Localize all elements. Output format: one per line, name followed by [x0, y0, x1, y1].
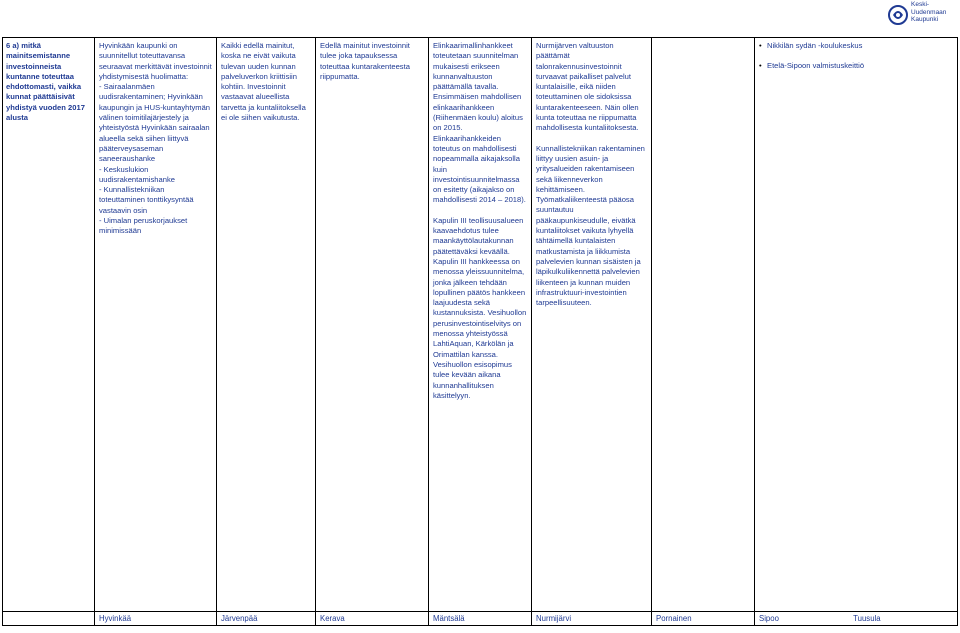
logo-line-2: Uudenmaan — [911, 8, 947, 16]
municipality-header-row — [3, 612, 958, 626]
footer-sipoo: Sipoo — [759, 613, 779, 623]
logo-line-3: Kaupunki — [911, 16, 939, 23]
sipoo-answer-item: • Etelä-Sipoon valmistuskeittiö — [767, 61, 953, 71]
footer-sipoo-tuusula — [755, 612, 958, 626]
nurmijarvi-answer-cell — [532, 38, 652, 612]
jarvenpaa-answer: Kaikki edellä mainitut, koska ne eivät vaikuta tulevan uuden kunnan palveluverkon kriittisiin kohtiin. Investoinnit vastaavat alueellista tarvetta ja kuntaliitoksella ei ole siihen vaikutusta. — [221, 41, 306, 123]
logo-text — [911, 1, 946, 24]
survey-answer-table — [2, 37, 958, 626]
mantsala-answer-paragraph-1: Elinkaarimallinhankkeet toteutetaan suunnitelman mukaisesti erikseen kunnanvaltuuston päättämällä tavalla. Ensimmäisen mahdollisen elinkaarihankkeen (Riihenmäen koulu) aloitus on 2015. Elinkaarihankkeiden toteutus on mahdollisesti nopeammalla aikajaksolla kuin investointisuunnitelmassa on esitetty (aikajakso on mahdollisesti 2014 – 2018). — [433, 41, 526, 205]
sipoo-answer-list — [759, 41, 953, 72]
footer-empty-cell — [3, 612, 95, 626]
question-cell — [3, 38, 95, 612]
keski-uudenmaan-logo-icon — [887, 2, 909, 28]
footer-hyvinkaa: Hyvinkää — [95, 612, 217, 626]
kerava-answer-cell — [316, 38, 429, 612]
footer-jarvenpaa: Järvenpää — [217, 612, 316, 626]
nurmijarvi-answer-paragraph-2: Kunnallistekniikan rakentaminen liittyy uusien asuin- ja yritysalueiden rakentamiseen sekä liikenneverkon kehittämiseen. Työmatkaliikenteestä pääosa suuntautuu pääkaupunkiseudulle, eivätkä kuntaliitokset vaikuta lyhyellä tähtäimellä kuntalaisten matkustamista ja liikkumista palvelevien kunnan sisäisten ja läpikulkuliikennettä palvelevien liikenteen ja kunnan muiden infrastruktuuri-investointien tarpeellisuuteen. — [536, 143, 645, 308]
logo — [885, 0, 960, 32]
logo-line-1: Keski- — [911, 1, 930, 8]
pornainen-answer-cell — [652, 38, 755, 612]
mantsala-answer-paragraph-2: Kapulin III teollisuusalueen kaavaehdotus tulee maankäyttölautakunnan päätettäväksi keväällä. Kapulin III hankkeessa on menossa yleissuunnitelma, jonka jälkeen tehdään lopullinen päätös hankkeen laajuudesta sekä kustannuksista. Vesihuollon perusinvestointiselvitys on menossa yhteistyössä LahtiAquan, Kärkölän ja Orimattilan kanssa. Vesihuollon esisopimus tulee kevään aikana kunnanhallituksen käsittelyyn. — [433, 215, 527, 400]
nurmijarvi-answer-paragraph-1: Nurmijärven valtuuston päättämät talonrakennusinvestoinnit turvaavat paikalliset palvelut kuntalaisille, eikä niiden toteuttaminen ole sidoksissa kuntarakenteeseen. Näin ollen kunta toteuttaa ne riippumatta mahdollisesta kuntaliitoksesta. — [536, 41, 639, 133]
answer-row — [3, 38, 958, 612]
hyvinkaa-answer: Hyvinkään kaupunki on suunnitellut toteuttavansa seuraavat merkittävät investoinnit yhdistymisestä huolimatta: - Sairaalanmäen uudisrakentaminen; Hyvinkään kaupungin ja HUS-kuntayhtymän välinen toimitilajärjestely ja yhteistyöstä Hyvinkään sairaalan alueella sekä siihen liittyvä pääterveysaseman saneeraushanke - Keskuslukion uudisrakentamishanke - Kunnallistekniikan toteuttaminen tonttikysyntää vastaavin osin - Uimalan peruskorjaukset minimissään — [99, 41, 212, 236]
kerava-answer: Edellä mainitut investoinnit tulee joka tapauksessa toteuttaa kuntarakenteesta riippumatta. — [320, 41, 410, 81]
sipoo-answer-cell — [755, 38, 958, 612]
hyvinkaa-answer-cell — [95, 38, 217, 612]
sipoo-answer-item: • Nikkilän sydän -koulukeskus — [767, 41, 953, 51]
jarvenpaa-answer-cell — [217, 38, 316, 612]
footer-nurmijarvi: Nurmijärvi — [532, 612, 652, 626]
footer-pornainen: Pornainen — [652, 612, 755, 626]
question-text: 6 a) mitkä mainitsemistanne investoinneista kuntanne toteuttaa ehdottomasti, vaikka kunnat päättäisivät yhdistyä vuoden 2017 alusta — [6, 41, 85, 123]
footer-tuusula: Tuusula — [853, 613, 881, 623]
footer-mantsala: Mäntsälä — [429, 612, 532, 626]
mantsala-answer-cell — [429, 38, 532, 612]
footer-kerava: Kerava — [316, 612, 429, 626]
